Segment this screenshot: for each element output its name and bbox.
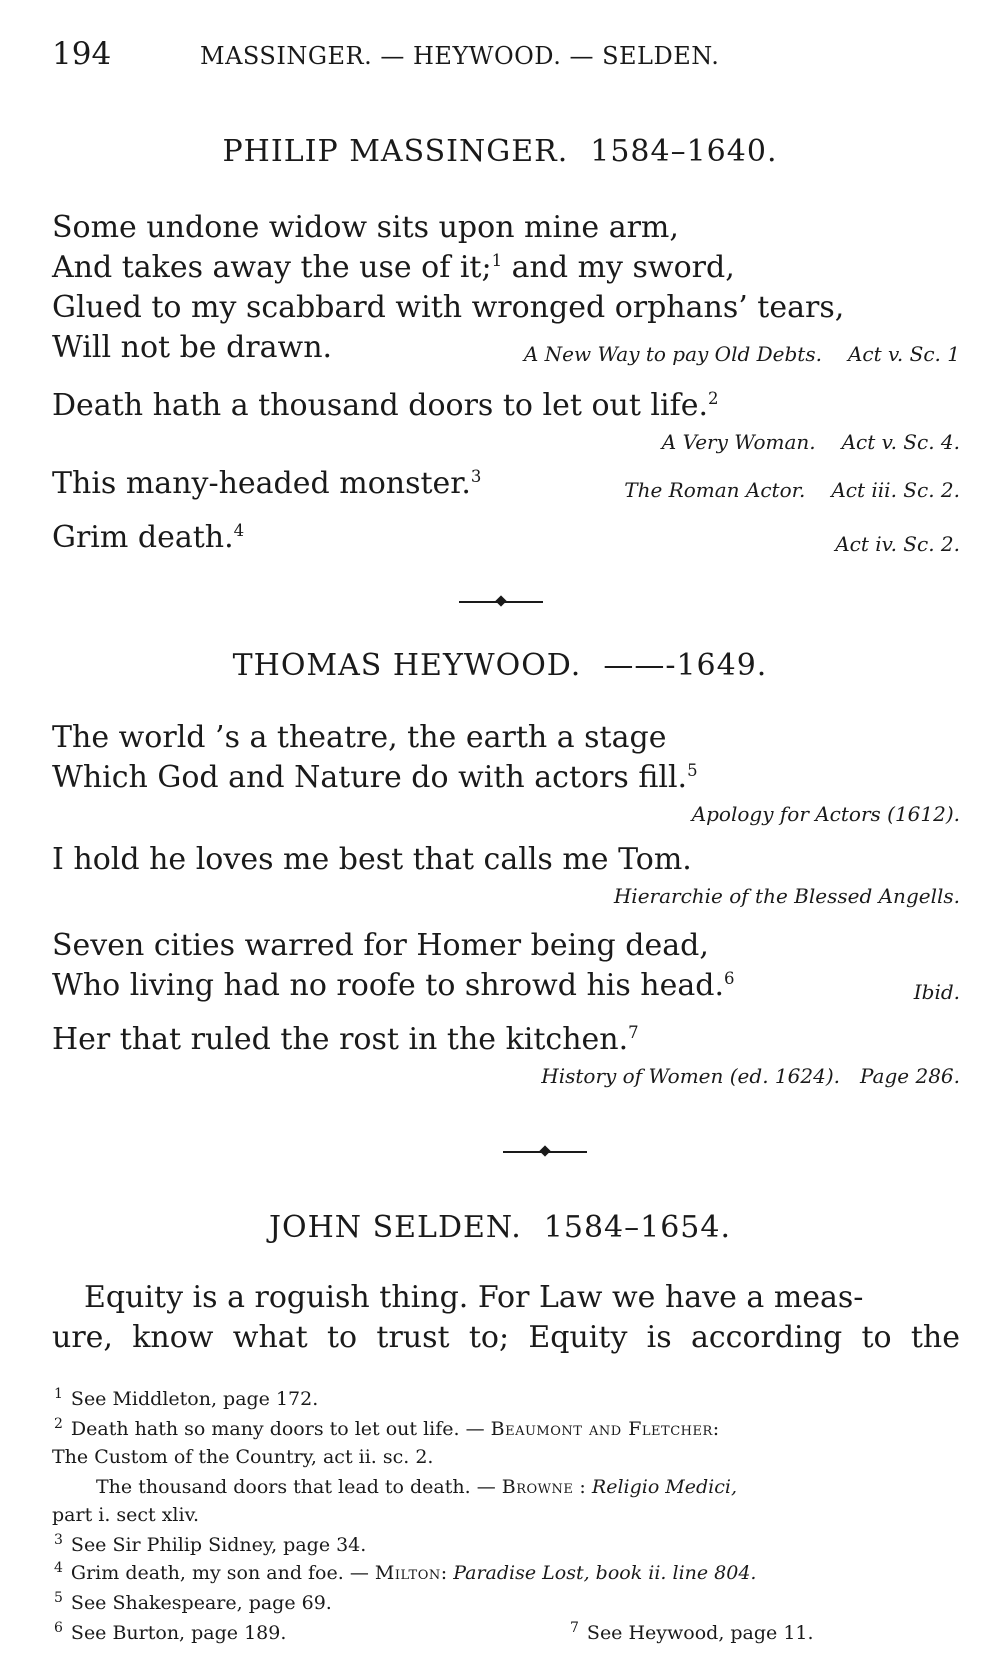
massinger-name: PHILIP MASSINGER. [222, 134, 569, 169]
massinger-q2-source [662, 430, 960, 454]
running-head [52, 36, 952, 76]
massinger-q1-line3: Glued to my scabbard with wronged orphans’ tears, [52, 290, 845, 325]
divider-diamond-icon [539, 1145, 550, 1156]
footnote-7: $^7$ See Heywood, page 11. [570, 1619, 814, 1644]
footnote-ref-1: 1 [491, 251, 503, 270]
heywood-q4-page: Page 286. [859, 1064, 960, 1088]
footnote-5: $^5$ See Shakespeare, page 69. [54, 1589, 332, 1614]
footnote-ref-4: 4 [233, 521, 245, 540]
heywood-q3-line1: Seven cities warred for Homer being dead, [52, 928, 709, 963]
footnote-2-work: The Custom of the Country, act ii. sc. 2. [52, 1446, 434, 1468]
selden-years: 1584–1654. [543, 1210, 731, 1245]
selden-name: JOHN SELDEN. [269, 1210, 522, 1245]
massinger-q3-act: Act iii. Sc. 2. [831, 478, 960, 502]
massinger-q1-source [524, 342, 960, 366]
massinger-q1-line4: Will not be drawn. [52, 330, 333, 365]
heywood-q4-text: Her that ruled the rost in the kitchen.$^7$ [52, 1022, 639, 1057]
footnote-mark: 1 [54, 1385, 63, 1402]
section-divider [459, 596, 543, 608]
massinger-q1-line2 [52, 250, 735, 285]
section-divider [503, 1146, 587, 1158]
massinger-q3-text: This many-headed monster.$^3$ [52, 466, 482, 501]
massinger-q3-source [624, 478, 960, 502]
footnote-4: $^4$ Grim death, my son and foe. — Milton: Paradise Lost, book ii. line 804. [54, 1559, 757, 1584]
footnote-1: $^1$ See Middleton, page 172. [54, 1385, 319, 1410]
footnote-mark: 3 [54, 1531, 63, 1548]
heywood-q3-line2: Who living had no roofe to shrowd his head.$^6$ [52, 968, 735, 1003]
footnote-mark: 2 [54, 1415, 63, 1432]
massinger-q3-work: The Roman Actor. [624, 478, 806, 502]
footnote-mark: 4 [54, 1559, 63, 1576]
footnote-ref-7: 7 [628, 1023, 639, 1042]
selden-heading [0, 1210, 1000, 1245]
footnote-2b-work: part i. sect xliv. [52, 1504, 200, 1526]
massinger-years: 1584–1640. [590, 134, 778, 169]
heywood-years: ——-1649. [603, 648, 768, 683]
footnote-6: $^6$ See Burton, page 189. [54, 1619, 287, 1644]
selden-line1: Equity is a roguish thing. For Law we have a meas- [84, 1280, 864, 1315]
footnote-2: $^2$ Death hath so many doors to let out life. — Beaumont and Fletcher: [54, 1415, 720, 1440]
massinger-q1-line1: Some undone widow sits upon mine arm, [52, 210, 679, 245]
massinger-q1-work: A New Way to pay Old Debts. [523, 342, 822, 366]
massinger-q2-act: Act v. Sc. 4. [841, 430, 960, 454]
footnote-ref-2: 2 [708, 389, 719, 408]
massinger-q1-line2b: and my sword, [502, 250, 735, 285]
massinger-q1-act: Act v. Sc. 1 [847, 342, 960, 366]
footnote-mark: 5 [54, 1589, 63, 1606]
footnote-ref-5: 5 [687, 761, 698, 780]
massinger-q4-source: Act iv. Sc. 2. [835, 532, 960, 556]
massinger-q4-text: Grim death.$^4$ [52, 520, 245, 555]
footnote-mark: 6 [54, 1619, 63, 1636]
page-number: 194 [52, 36, 112, 72]
heywood-name: THOMAS HEYWOOD. [232, 648, 582, 683]
footnote-mark: 7 [570, 1619, 579, 1636]
heywood-q2-source: Hierarchie of the Blessed Angells. [613, 884, 960, 908]
massinger-q2-work: A Very Woman. [661, 430, 816, 454]
heywood-q3-source: Ibid. [913, 980, 960, 1004]
heywood-q1-line2: Which God and Nature do with actors fill.$^5$ [52, 760, 698, 795]
heywood-q4-source [541, 1064, 960, 1088]
footnote-author: Beaumont and Fletcher [490, 1418, 713, 1440]
footnote-ref-6: 6 [724, 969, 735, 988]
selden-line2: ure, know what to trust to; Equity is according to the [52, 1320, 960, 1355]
massinger-heading [0, 134, 1000, 169]
heywood-q1-source: Apology for Actors (1612). [691, 802, 960, 826]
footnote-3: $^3$ See Sir Philip Sidney, page 34. [54, 1531, 367, 1556]
heywood-heading [0, 648, 1000, 683]
massinger-q1-line2a: And takes away the use of it; [52, 250, 492, 285]
footnote-ref-3: 3 [470, 467, 482, 486]
massinger-q2-text: Death hath a thousand doors to let out life.$^2$ [52, 388, 719, 423]
heywood-q1-line1: The world ’s a theatre, the earth a stage [52, 720, 667, 755]
footnote-2b: The thousand doors that lead to death. — Browne : Religio Medici, [96, 1476, 738, 1498]
running-title: MASSINGER. — HEYWOOD. — SELDEN. [200, 42, 720, 70]
footnote-author: Browne [501, 1476, 574, 1498]
footnote-author: Milton [374, 1562, 441, 1584]
divider-diamond-icon [495, 595, 506, 606]
heywood-q2-text: I hold he loves me best that calls me Tom. [52, 842, 692, 877]
heywood-q4-work: History of Women (ed. 1624). [541, 1064, 840, 1088]
